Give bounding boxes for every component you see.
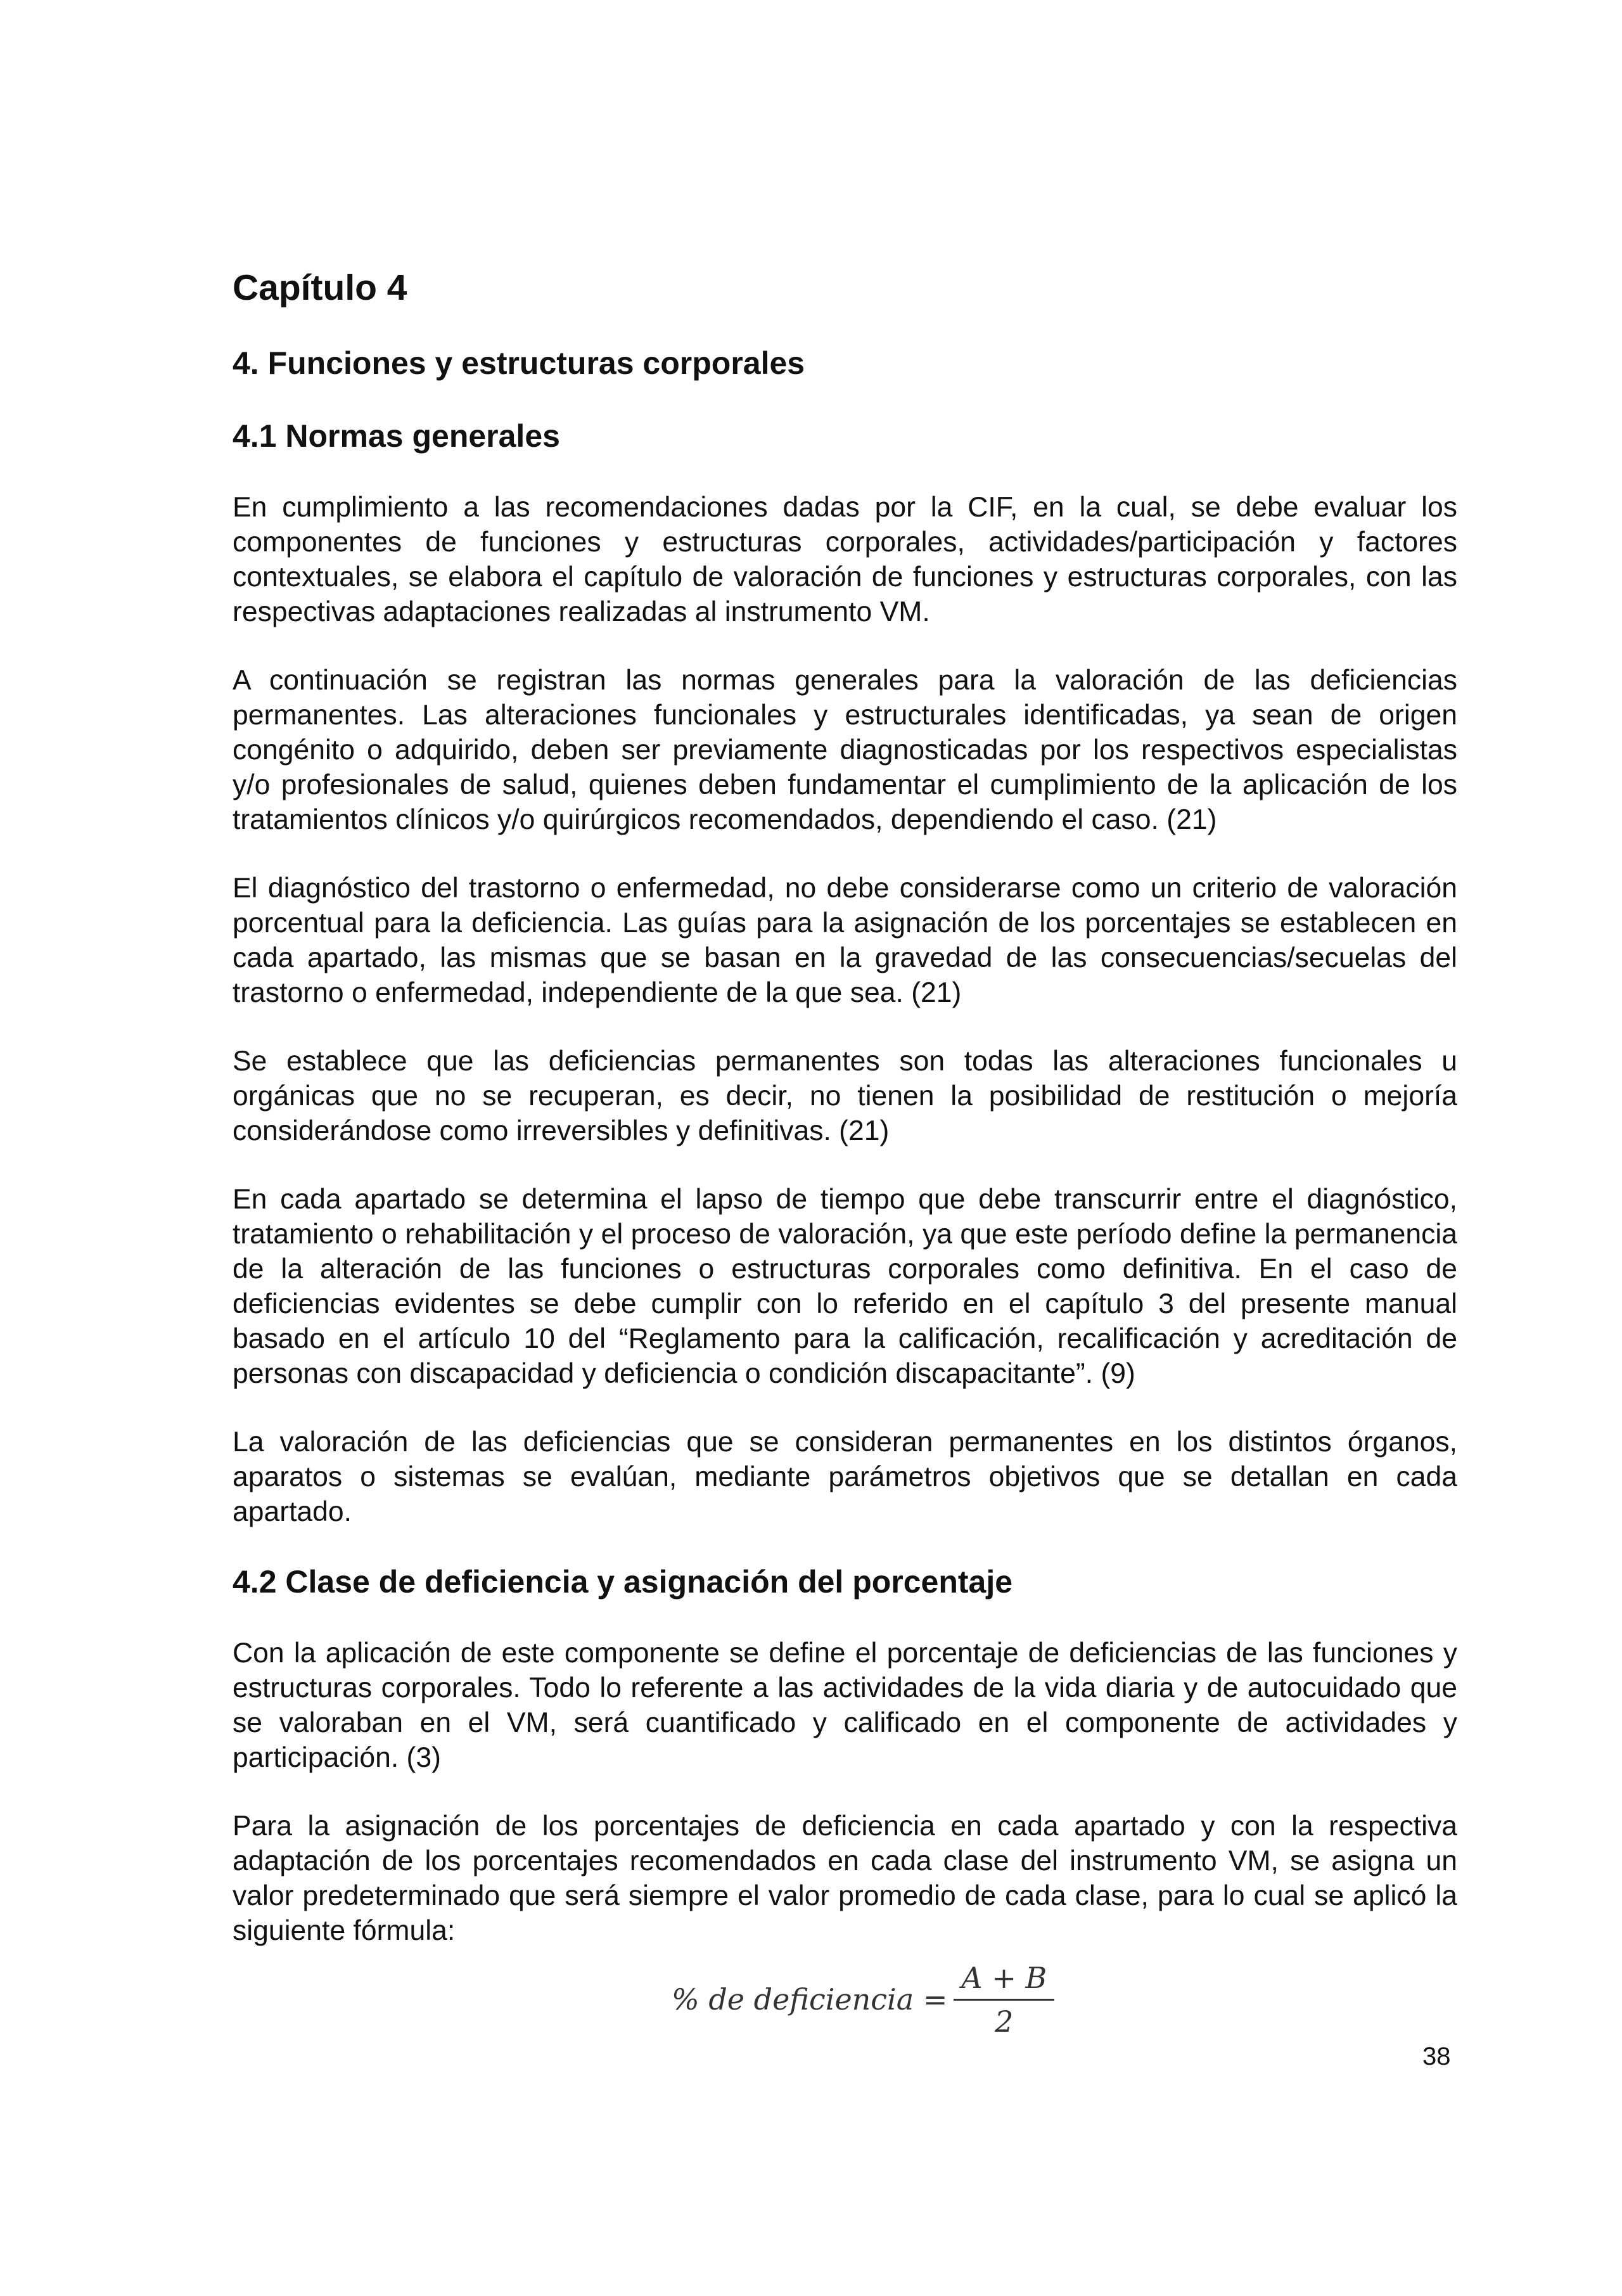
paragraph: En cumplimiento a las recomendaciones dadas por la CIF, en la cual, se debe evaluar los componentes de funciones y estructuras corporales, actividades/participación y factores contextuales, se elabora el capítulo de valoración de funciones y estructuras corporales, con las respectivas adaptaciones realizadas al instrumento VM. [233, 492, 1457, 628]
formula-denominator: 2 [995, 2004, 1014, 2039]
deficiency-formula [672, 1958, 1054, 2041]
subsection-title-normas-generales: 4.1 Normas generales [233, 418, 560, 454]
formula-lhs: % de deficiencia = [672, 1982, 948, 2017]
paragraph: En cada apartado se determina el lapso de tiempo que debe transcurrir entre el diagnóstico, tratamiento o rehabilitación y el proceso de valoración, ya que este período define la permanencia de la alteración de las funciones o estructuras corporales como definitiva. En el caso de deficiencias evidentes se debe cumplir con lo referido en el capítulo 3 del presente manual basado en el artículo 10 del “Reglamento para la calificación, recalificación y acreditación de personas con discapacidad y deficiencia o condición discapacitante”. (9) [233, 1184, 1457, 1390]
paragraph: La valoración de las deficiencias que se consideran permanentes en los distintos órganos, aparatos o sistemas se evalúan, mediante parámetros objetivos que se detallan en cada apartado. [233, 1427, 1457, 1528]
paragraph: El diagnóstico del trastorno o enfermedad, no debe considerarse como un criterio de valoración porcentual para la deficiencia. Las guías para la asignación de los porcentajes se establecen en cada apartado, las mismas que se basan en la gravedad de las consecuencias/secuelas del trastorno o enfermedad, independiente de la que sea. (21) [233, 873, 1457, 1009]
page-number: 38 [1422, 2043, 1451, 2070]
section-title: 4. Funciones y estructuras corporales [233, 345, 805, 382]
paragraph: A continuación se registran las normas generales para la valoración de las deficiencias permanentes. Las alteraciones funcionales y estructurales identificadas, ya sean de origen congénito o adquirido, deben ser previamente diagnosticadas por los respectivos especialistas y/o profesionales de salud, quienes deben fundamentar el cumplimiento de la aplicación de los tratamientos clínicos y/o quirúrgicos recomendados, dependiendo el caso. (21) [233, 665, 1457, 836]
subsection-title-clase-deficiencia: 4.2 Clase de deficiencia y asignación del porcentaje [233, 1564, 1013, 1600]
formula-numerator: A + B [954, 1961, 1054, 2001]
paragraph: Para la asignación de los porcentajes de deficiencia en cada apartado y con la respectiva adaptación de los porcentajes recomendados en cada clase del instrumento VM, se asigna un valor predeterminado que será siempre el valor promedio de cada clase, para lo cual se aplicó la siguiente fórmula: [233, 1811, 1457, 1947]
paragraph: Se establece que las deficiencias permanentes son todas las alteraciones funcionales u orgánicas que no se recuperan, es decir, no tienen la posibilidad de restitución o mejoría considerándose como irreversibles y definitivas. (21) [233, 1046, 1457, 1147]
page-content [233, 266, 1457, 1948]
formula-fraction [954, 1961, 1054, 2039]
chapter-title: Capítulo 4 [233, 267, 407, 308]
paragraph: Con la aplicación de este componente se define el porcentaje de deficiencias de las funciones y estructuras corporales. Todo lo referente a las actividades de la vida diaria y de autocuidado que se valoraban en el VM, será cuantificado y calificado en el componente de actividades y participación. (3) [233, 1638, 1457, 1774]
